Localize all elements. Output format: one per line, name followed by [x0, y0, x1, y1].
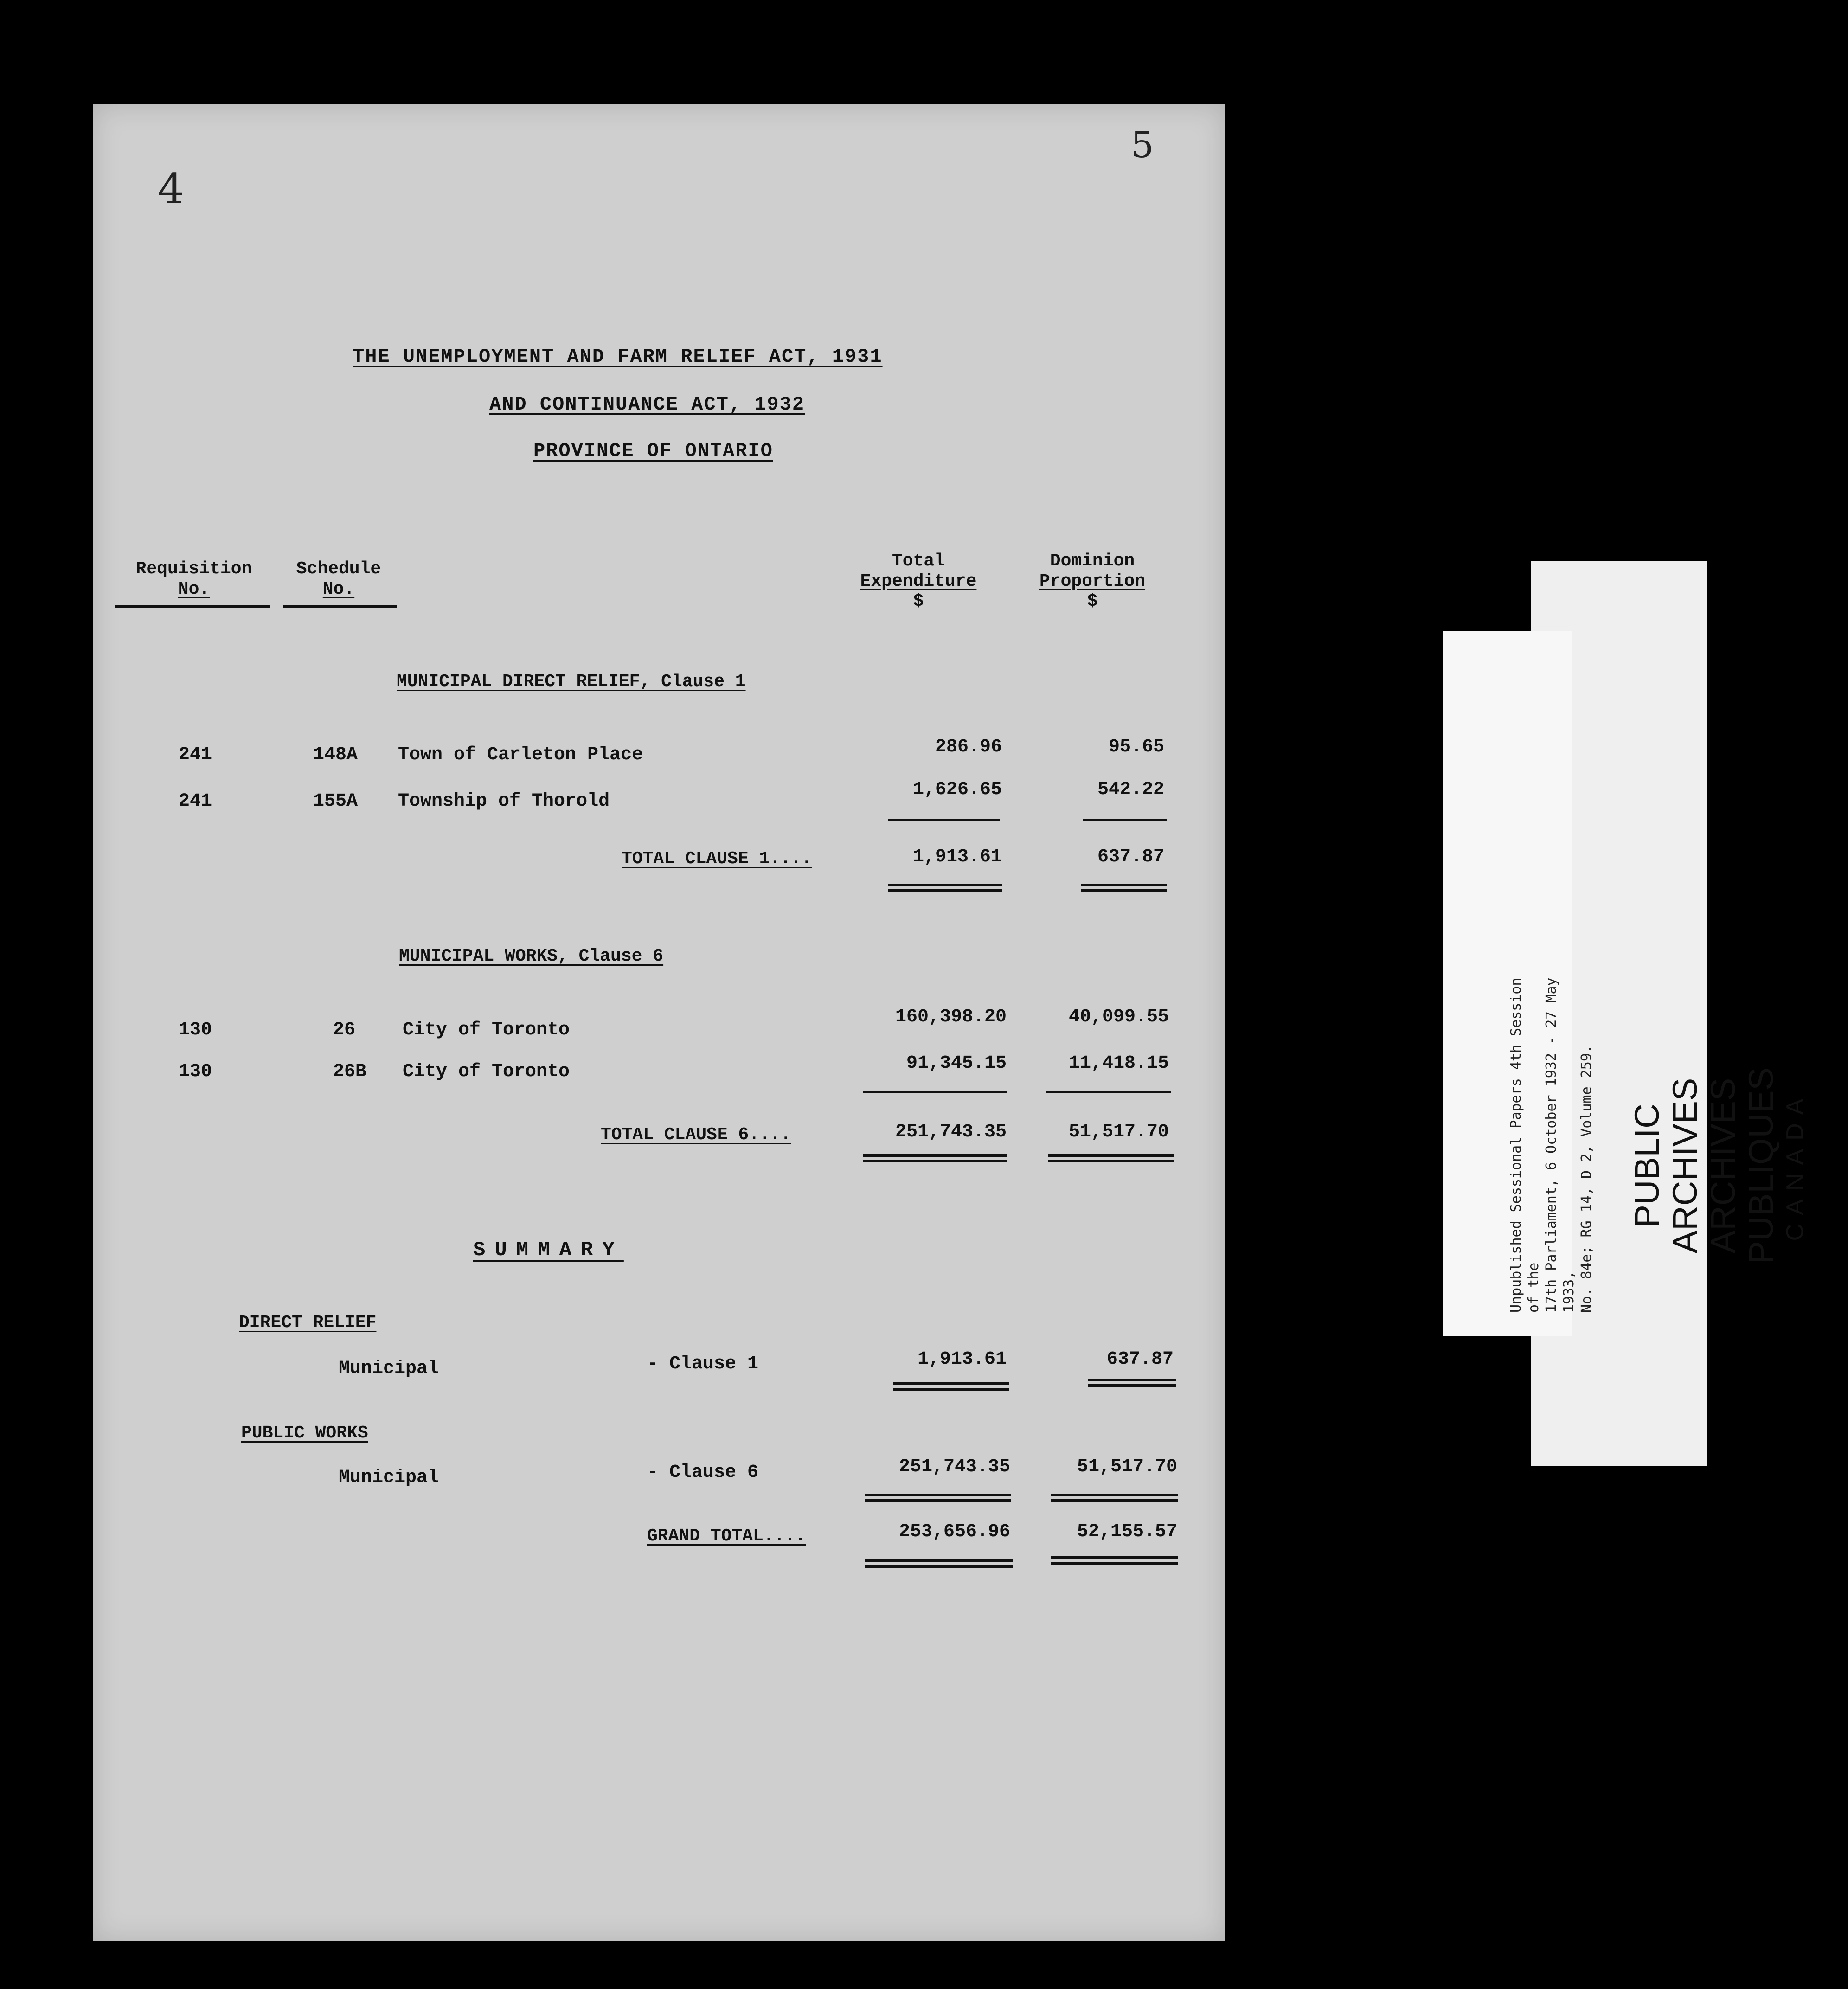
row-dominion: 95.65 — [1108, 737, 1164, 757]
public-works-dominion: 51,517.70 — [1077, 1456, 1177, 1477]
row-total: 1,626.65 — [912, 779, 1002, 800]
row-req: 130 — [179, 1061, 212, 1082]
row-desc: Township of Thorold — [398, 791, 610, 812]
row-total: 160,398.20 — [895, 1007, 1007, 1027]
page-number: 5 — [1131, 124, 1154, 166]
total-double-rule — [1088, 1379, 1176, 1387]
total-double-rule — [1051, 1494, 1178, 1502]
direct-relief-label: Municipal — [339, 1358, 439, 1379]
public-works-total: 251,743.35 — [898, 1456, 1010, 1477]
row-req: 241 — [179, 791, 212, 812]
row-desc: City of Toronto — [403, 1020, 570, 1040]
total-double-rule — [863, 1154, 1007, 1162]
direct-relief-dominion: 637.87 — [1106, 1349, 1174, 1370]
row-dominion: 542.22 — [1097, 779, 1164, 800]
section2-heading: MUNICIPAL WORKS, Clause 6 — [399, 946, 664, 966]
subtotal-rule — [863, 1091, 1007, 1093]
grand-double-rule — [865, 1559, 1013, 1568]
col-schedule-header: Schedule No. — [296, 559, 381, 599]
row-sched: 148A — [313, 744, 358, 765]
public-works-heading: PUBLIC WORKS — [241, 1423, 368, 1443]
title-line-2: AND CONTINUANCE ACT, 1932 — [489, 393, 805, 416]
row-desc: City of Toronto — [403, 1061, 570, 1082]
total-double-rule — [1048, 1154, 1174, 1162]
row-total: 286.96 — [935, 737, 1002, 757]
title-line-3: PROVINCE OF ONTARIO — [533, 440, 773, 462]
row-dominion: 40,099.55 — [1068, 1007, 1169, 1027]
total-double-rule — [865, 1494, 1011, 1502]
row-dominion: 11,418.15 — [1068, 1053, 1169, 1074]
public-works-clause: - Clause 6 — [647, 1462, 759, 1483]
total-double-rule — [888, 884, 1002, 892]
section1-dominion: 637.87 — [1097, 847, 1164, 867]
header-underline — [283, 605, 397, 608]
grand-total: 253,656.96 — [898, 1521, 1010, 1542]
row-sched: 155A — [313, 791, 358, 812]
direct-relief-heading: DIRECT RELIEF — [239, 1313, 377, 1333]
grand-dominion: 52,155.57 — [1077, 1521, 1177, 1542]
col-dominion-header: Dominion Proportion $ — [1039, 551, 1146, 612]
row-desc: Town of Carleton Place — [398, 744, 643, 765]
title-line-1: THE UNEMPLOYMENT AND FARM RELIEF ACT, 1931 — [353, 346, 883, 368]
section1-total-label: TOTAL CLAUSE 1.... — [622, 849, 812, 869]
margin-mark: 4 — [158, 165, 185, 213]
section1-total: 1,913.61 — [912, 847, 1002, 867]
header-underline — [115, 605, 270, 608]
row-sched: 26 — [333, 1020, 356, 1040]
section2-dominion: 51,517.70 — [1068, 1122, 1169, 1142]
section2-total: 251,743.35 — [895, 1122, 1007, 1142]
subtotal-rule — [888, 819, 1000, 821]
row-req: 241 — [179, 744, 212, 765]
section1-heading: MUNICIPAL DIRECT RELIEF, Clause 1 — [397, 672, 746, 692]
total-double-rule — [1081, 884, 1167, 892]
grand-double-rule — [1051, 1556, 1178, 1565]
col-requisition-header: Requisition No. — [135, 559, 252, 599]
archive-citation: Unpublished Sessional Papers 4th Session of the 17th Parliament, 6 October 1932 - 27 May 1933, No. 84e; RG 14, D 2, Volume 259. — [1508, 977, 1595, 1313]
total-double-rule — [893, 1382, 1009, 1391]
subtotal-rule — [1083, 819, 1167, 821]
public-works-label: Municipal — [339, 1467, 439, 1488]
summary-heading: SUMMARY — [473, 1238, 624, 1262]
grand-total-label: GRAND TOTAL.... — [647, 1526, 806, 1546]
subtotal-rule — [1046, 1091, 1171, 1093]
section2-total-label: TOTAL CLAUSE 6.... — [601, 1125, 791, 1145]
direct-relief-total: 1,913.61 — [917, 1349, 1007, 1370]
row-req: 130 — [179, 1020, 212, 1040]
archive-stamp: PUBLIC ARCHIVES ARCHIVES PUBLIQUES CANADA — [1628, 1067, 1809, 1264]
col-total-header: Total Expenditure $ — [860, 551, 977, 612]
row-sched: 26B — [333, 1061, 367, 1082]
row-total: 91,345.15 — [906, 1053, 1007, 1074]
direct-relief-clause: - Clause 1 — [647, 1354, 759, 1374]
